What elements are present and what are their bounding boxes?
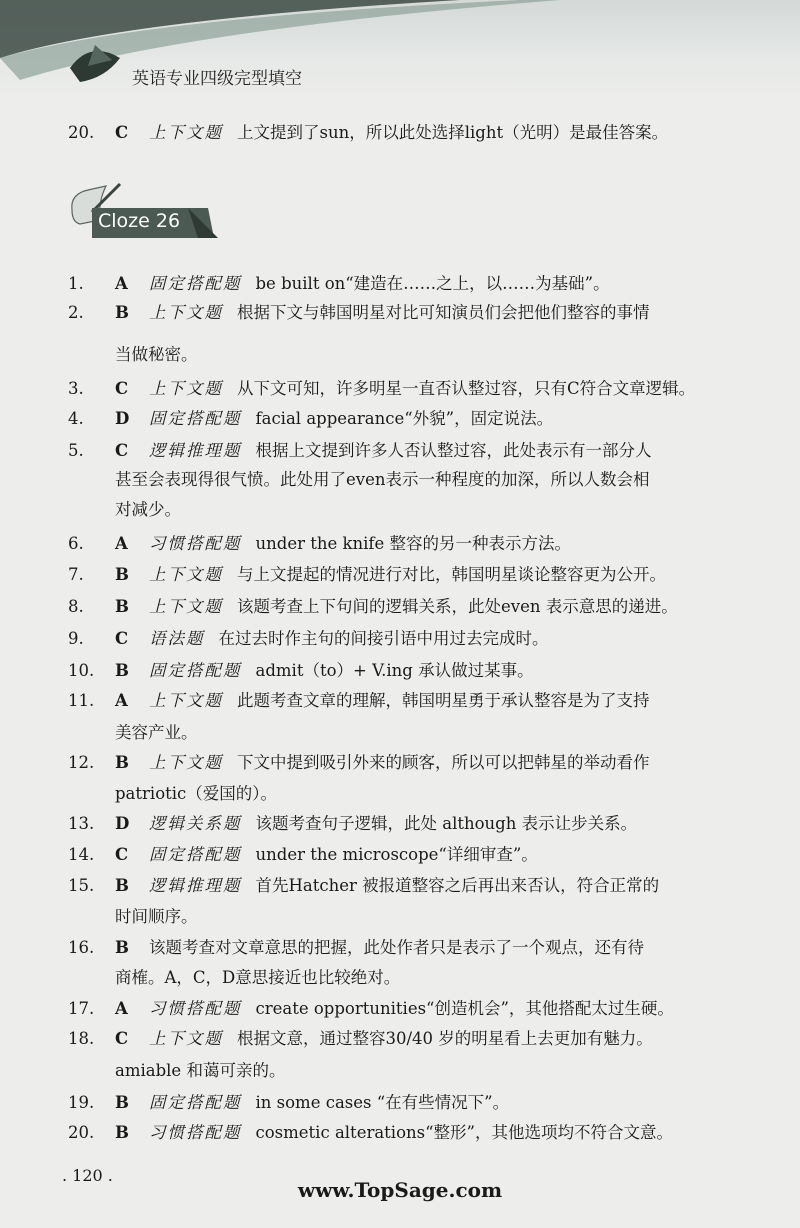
item-text: cosmetic alterations“整形”，其他选项均不符合文意。 — [255, 1123, 673, 1142]
answer-item — [68, 687, 760, 715]
item-text: 根据文意，通过整容30/40 岁的明星看上去更加有魅力。 — [237, 1029, 653, 1048]
item-type: 固定搭配题 — [149, 409, 242, 428]
item-number: 8. — [68, 597, 84, 616]
item-number: 11. — [68, 691, 95, 710]
answer-item — [68, 437, 760, 465]
item-answer: C — [115, 629, 129, 648]
answer-item — [68, 299, 760, 327]
item-text: 从下文可知，许多明星一直否认整过容，只有C符合文章逻辑。 — [237, 379, 696, 398]
item-answer: A — [115, 274, 128, 293]
item-text: facial appearance“外貌”，固定说法。 — [255, 409, 554, 428]
page-number: . 120 . — [62, 1166, 113, 1185]
item-number: 16. — [68, 938, 95, 957]
answer-item — [68, 749, 760, 777]
item-type: 上下文题 — [149, 691, 223, 710]
item-text: 甚至会表现得很气愤。此处用了even表示一种程度的加深，所以人数会相 — [115, 470, 650, 489]
answer-item — [68, 872, 760, 900]
item-text: 与上文提起的情况进行对比，韩国明星谈论整容更为公开。 — [237, 565, 666, 584]
item-text: 对减少。 — [115, 500, 181, 519]
item-type: 上下文题 — [149, 565, 223, 584]
item-answer: A — [115, 534, 128, 553]
answer-item — [68, 561, 760, 589]
item-text: patriotic（爱国的）。 — [115, 784, 278, 803]
item-answer: A — [115, 691, 128, 710]
item-number: 3. — [68, 379, 84, 398]
item-answer: B — [115, 1093, 129, 1112]
item-type: 固定搭配题 — [149, 274, 242, 293]
item-text: 该题考查句子逻辑，此处 although 表示让步关系。 — [255, 814, 638, 833]
item-text: 根据上文提到许多人否认整过容，此处表示有一部分人 — [255, 441, 652, 460]
item-answer: C — [115, 845, 129, 864]
answer-item — [68, 841, 760, 869]
item-text: 根据下文与韩国明星对比可知演员们会把他们整容的事情 — [237, 303, 650, 322]
item-type: 习惯搭配题 — [149, 534, 242, 553]
item-answer: D — [115, 814, 130, 833]
item-text: 在过去时作主句的间接引语中用过去完成时。 — [218, 629, 549, 648]
item-text: 商榷。A，C，D意思接近也比较绝对。 — [115, 968, 401, 987]
item-number: 20. — [68, 1123, 95, 1142]
answer-item — [68, 593, 760, 621]
item-number: 4. — [68, 409, 84, 428]
answer-item — [68, 1025, 760, 1053]
header-swoosh-decoration — [0, 0, 800, 100]
section-title: Cloze 26 — [98, 210, 181, 232]
item-type: 固定搭配题 — [149, 845, 242, 864]
item-number: 14. — [68, 845, 95, 864]
answer-item — [68, 1119, 760, 1147]
item-text: amiable 和蔼可亲的。 — [115, 1061, 286, 1080]
item-type: 上下文题 — [149, 379, 223, 398]
item-type: 固定搭配题 — [149, 661, 242, 680]
item-type: 固定搭配题 — [149, 1093, 242, 1112]
item-number: 18. — [68, 1029, 95, 1048]
item-number: 19. — [68, 1093, 95, 1112]
header-title: 英语专业四级完型填空 — [132, 69, 302, 89]
item-type: 逻辑推理题 — [149, 876, 242, 895]
answer-item — [68, 270, 760, 298]
item-answer: A — [115, 999, 128, 1018]
item-number: 9. — [68, 629, 84, 648]
item-answer: C — [115, 1029, 129, 1048]
answer-item — [68, 1089, 760, 1117]
item-answer: B — [115, 661, 129, 680]
item-number: 10. — [68, 661, 95, 680]
item-answer: B — [115, 1123, 129, 1142]
item-answer: C — [115, 379, 129, 398]
item-answer: B — [115, 303, 129, 322]
item-answer: D — [115, 409, 130, 428]
item-type: 上下文题 — [149, 753, 223, 772]
item-text: be built on“建造在……之上，以……为基础”。 — [255, 274, 610, 293]
item-text: in some cases “在有些情况下”。 — [255, 1093, 510, 1112]
answer-item-continuation — [115, 964, 760, 992]
answer-item — [68, 810, 760, 838]
item-number: 7. — [68, 565, 84, 584]
item-text: under the knife 整容的另一种表示方法。 — [255, 534, 571, 553]
answer-item — [68, 995, 760, 1023]
footer-url: www.TopSage.com — [297, 1178, 503, 1202]
item-text: 该题考查上下句间的逻辑关系，此处even 表示意思的递进。 — [237, 597, 678, 616]
item-number: 2. — [68, 303, 84, 322]
item-answer: C — [115, 123, 129, 142]
answer-item-continuation — [115, 1057, 760, 1085]
answer-item — [68, 657, 760, 685]
item-text: admit（to）+ V.ing 承认做过某事。 — [255, 661, 534, 680]
item-text: 下文中提到吸引外来的顾客，所以可以把韩星的举动看作 — [237, 753, 650, 772]
item-number: 20. — [68, 123, 95, 142]
item-type: 逻辑推理题 — [149, 441, 242, 460]
item-answer: B — [115, 597, 129, 616]
item-number: 13. — [68, 814, 95, 833]
item-text: 首先Hatcher 被报道整容之后再出来否认，符合正常的 — [255, 876, 660, 895]
answer-item-continuation — [115, 496, 760, 524]
item-text: 时间顺序。 — [115, 907, 198, 926]
item-text: 上文提到了sun，所以此处选择light（光明）是最佳答案。 — [237, 123, 669, 142]
item-number: 6. — [68, 534, 84, 553]
item-type: 上下文题 — [149, 303, 223, 322]
item-type: 逻辑关系题 — [149, 814, 242, 833]
item-answer: B — [115, 753, 129, 772]
item-type: 上下文题 — [149, 1029, 223, 1048]
item-answer: B — [115, 938, 129, 957]
item-text: 当做秘密。 — [115, 345, 198, 364]
item-answer: B — [115, 876, 129, 895]
answer-item-continuation — [115, 341, 760, 369]
answer-item — [68, 530, 760, 558]
item-text: under the microscope“详细审查”。 — [255, 845, 538, 864]
answer-item-continuation — [115, 780, 760, 808]
item-text: 该题考查对文章意思的把握，此处作者只是表示了一个观点，还有待 — [149, 938, 644, 957]
item-type: 上下文题 — [149, 123, 223, 142]
item-number: 5. — [68, 441, 84, 460]
item-answer: B — [115, 565, 129, 584]
item-type: 语法题 — [149, 629, 205, 648]
answer-item — [68, 405, 760, 433]
item-type: 上下文题 — [149, 597, 223, 616]
item-number: 12. — [68, 753, 95, 772]
answer-item — [68, 375, 760, 403]
prev-answer-line — [68, 119, 760, 147]
item-number: 1. — [68, 274, 84, 293]
item-type: 习惯搭配题 — [149, 1123, 242, 1142]
item-number: 17. — [68, 999, 95, 1018]
answer-item-continuation — [115, 466, 760, 494]
item-answer: C — [115, 441, 129, 460]
item-text: 美容产业。 — [115, 723, 198, 742]
answer-item-continuation — [115, 719, 760, 747]
answer-item — [68, 934, 760, 962]
answer-item — [68, 625, 760, 653]
answer-item-continuation — [115, 903, 760, 931]
item-text: 此题考查文章的理解，韩国明星勇于承认整容是为了支持 — [237, 691, 650, 710]
item-number: 15. — [68, 876, 95, 895]
item-type: 习惯搭配题 — [149, 999, 242, 1018]
item-text: create opportunities“创造机会”，其他搭配太过生硬。 — [255, 999, 674, 1018]
